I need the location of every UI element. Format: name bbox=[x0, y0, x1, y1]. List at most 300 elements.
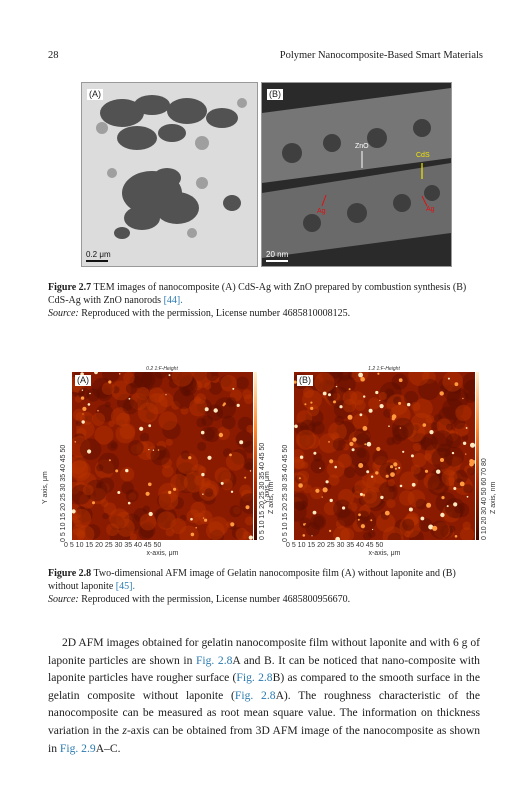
afm-bright-spot bbox=[328, 393, 331, 396]
afm-texture bbox=[140, 514, 157, 531]
afm-texture bbox=[207, 405, 223, 421]
afm-bright-spot bbox=[326, 480, 329, 483]
afm-bright-spot bbox=[460, 482, 465, 487]
afm-bright-spot bbox=[440, 458, 444, 462]
reference-link[interactable]: [45]. bbox=[115, 581, 135, 592]
afm-bright-spot bbox=[370, 519, 372, 521]
afm-texture bbox=[467, 468, 475, 476]
tem-b-scale-bar bbox=[266, 250, 288, 262]
afm-bright-spot bbox=[204, 519, 207, 522]
afm-bright-spot bbox=[125, 469, 128, 472]
afm-texture bbox=[78, 530, 86, 538]
afm-bright-spot bbox=[232, 388, 234, 390]
afm-bright-spot bbox=[360, 377, 365, 382]
afm-bright-spot bbox=[148, 483, 152, 487]
afm-texture bbox=[170, 474, 188, 492]
afm-bright-spot bbox=[237, 404, 240, 407]
afm-texture bbox=[416, 499, 427, 510]
afm-bright-spot bbox=[190, 518, 193, 521]
text-run: A–C. bbox=[95, 741, 121, 755]
afm-bright-spot bbox=[393, 462, 397, 466]
afm-bright-spot bbox=[467, 496, 469, 498]
afm-bright-spot bbox=[221, 482, 224, 485]
afm-texture bbox=[314, 372, 334, 392]
afm-texture bbox=[87, 388, 100, 401]
afm-texture bbox=[196, 418, 206, 428]
tem-a-label: (A) bbox=[89, 89, 101, 99]
scale-bar-line bbox=[86, 260, 108, 262]
text-run: -axis can be obtained from 3D AFM image of the nanocomposite as shown in bbox=[48, 723, 480, 755]
afm-texture bbox=[368, 397, 380, 409]
afm-bright-spot bbox=[81, 396, 84, 399]
afm-b-z-label: Z axis, nm bbox=[490, 481, 497, 514]
afm-bright-spot bbox=[231, 491, 233, 493]
afm-texture bbox=[106, 523, 119, 536]
scale-bar-line bbox=[266, 260, 288, 262]
afm-texture bbox=[102, 382, 115, 395]
afm-bright-spot bbox=[470, 443, 475, 448]
afm-bright-spot bbox=[375, 471, 378, 474]
afm-bright-spot bbox=[349, 442, 353, 446]
afm-bright-spot bbox=[328, 441, 330, 443]
tem-image-b bbox=[261, 82, 452, 267]
afm-texture bbox=[413, 443, 422, 452]
tem-a-scale-bar bbox=[86, 250, 111, 262]
afm-bright-spot bbox=[360, 493, 363, 496]
afm-bright-spot bbox=[398, 402, 401, 405]
afm-texture bbox=[220, 375, 237, 392]
afm-bright-spot bbox=[108, 380, 111, 383]
afm-texture bbox=[137, 387, 150, 400]
afm-bright-spot bbox=[361, 524, 365, 528]
figure-link[interactable]: Fig. 2.8 bbox=[195, 653, 233, 667]
afm-b-y-label: Y axis, μm bbox=[264, 471, 271, 504]
source-text: Reproduced with the permission, License number 4685810008125. bbox=[81, 308, 351, 319]
afm-texture bbox=[140, 433, 149, 442]
text-run: A and B. It can be noticed that nano-composite with laponite particles have rougher surface ( bbox=[48, 653, 480, 685]
afm-texture bbox=[205, 488, 214, 497]
afm-bright-spot bbox=[153, 450, 154, 451]
afm-bright-spot bbox=[323, 487, 328, 492]
afm-b-graphic bbox=[294, 372, 475, 540]
reference-link[interactable]: [44]. bbox=[163, 295, 183, 306]
afm-bright-spot bbox=[336, 386, 337, 387]
afm-bright-spot bbox=[239, 440, 243, 444]
tem-b-label: (B) bbox=[269, 89, 281, 99]
afm-bright-spot bbox=[222, 404, 224, 406]
afm-texture bbox=[206, 521, 225, 540]
afm-bright-spot bbox=[352, 437, 356, 441]
afm-bright-spot bbox=[146, 492, 150, 496]
figure-link[interactable]: Fig. 2.8 bbox=[234, 688, 276, 702]
afm-bright-spot bbox=[203, 517, 204, 518]
tem-image-a bbox=[81, 82, 258, 267]
tem-b-ag-label-left: Ag bbox=[317, 208, 326, 215]
afm-bright-spot bbox=[375, 391, 378, 394]
afm-bright-spot bbox=[315, 489, 319, 493]
afm-a-y-ticks: 0 5 10 15 20 25 30 35 40 45 50 bbox=[60, 444, 67, 542]
afm-texture bbox=[392, 418, 414, 440]
afm-bright-spot bbox=[390, 472, 395, 477]
text-run: A). The roughness characteristic of the nanocomposite can be measured as root mean square value. The information on thickness variation in the bbox=[48, 688, 480, 737]
afm-texture bbox=[302, 390, 322, 410]
afm-bright-spot bbox=[377, 373, 379, 375]
afm-bright-spot bbox=[352, 448, 355, 451]
afm-texture bbox=[297, 471, 309, 483]
afm-bright-spot bbox=[82, 390, 83, 391]
afm-b-heightmap bbox=[294, 372, 475, 540]
afm-bright-spot bbox=[188, 456, 191, 459]
afm-bright-spot bbox=[82, 407, 86, 411]
afm-bright-spot bbox=[367, 442, 372, 447]
afm-texture bbox=[159, 491, 179, 511]
afm-bright-spot bbox=[429, 430, 433, 434]
afm-bright-spot bbox=[75, 441, 77, 443]
afm-bright-spot bbox=[219, 433, 223, 437]
afm-bright-spot bbox=[82, 413, 83, 414]
afm-b-z-ticks: 0 10 20 30 40 50 60 70 80 bbox=[481, 458, 488, 540]
afm-bright-spot bbox=[310, 402, 312, 404]
afm-texture bbox=[226, 397, 236, 407]
afm-bright-spot bbox=[436, 470, 440, 474]
afm-bright-spot bbox=[313, 452, 316, 455]
afm-texture bbox=[162, 465, 174, 477]
afm-panel-a bbox=[42, 364, 278, 557]
body-text bbox=[48, 634, 480, 757]
afm-bright-spot bbox=[158, 449, 160, 451]
afm-bright-spot bbox=[169, 374, 171, 376]
afm-texture bbox=[444, 447, 464, 467]
afm-texture bbox=[337, 508, 355, 526]
afm-bright-spot bbox=[409, 508, 413, 512]
afm-bright-spot bbox=[363, 426, 368, 431]
tem-b-zno-label: ZnO bbox=[355, 143, 369, 150]
afm-bright-spot bbox=[348, 415, 353, 420]
afm-bright-spot bbox=[363, 494, 366, 497]
afm-bright-spot bbox=[303, 534, 306, 537]
figure-number: Figure 2.8 bbox=[48, 568, 92, 579]
afm-b-plot-title: 1.2 1:F-Height bbox=[368, 366, 400, 372]
afm-bright-spot bbox=[466, 427, 468, 429]
afm-texture bbox=[187, 509, 201, 523]
afm-texture bbox=[357, 510, 370, 523]
afm-bright-spot bbox=[426, 503, 431, 508]
afm-bright-spot bbox=[386, 475, 389, 478]
afm-bright-spot bbox=[319, 467, 321, 469]
afm-texture bbox=[123, 372, 135, 384]
afm-bright-spot bbox=[310, 407, 313, 410]
afm-texture bbox=[102, 513, 108, 519]
afm-bright-spot bbox=[363, 395, 365, 397]
afm-bright-spot bbox=[205, 407, 209, 411]
afm-a-heightmap bbox=[72, 372, 253, 540]
afm-texture bbox=[411, 465, 421, 475]
afm-texture bbox=[445, 498, 465, 518]
afm-bright-spot bbox=[440, 513, 444, 517]
afm-texture bbox=[399, 490, 415, 506]
afm-bright-spot bbox=[421, 517, 425, 521]
afm-bright-spot bbox=[97, 410, 99, 412]
afm-bright-spot bbox=[441, 496, 444, 499]
afm-a-y-label: Y axis, μm bbox=[42, 471, 49, 504]
afm-b-x-label: x-axis, μm bbox=[368, 550, 401, 557]
afm-bright-spot bbox=[129, 398, 131, 400]
afm-texture bbox=[194, 396, 202, 404]
afm-texture bbox=[296, 430, 316, 450]
afm-bright-spot bbox=[358, 373, 363, 378]
afm-texture bbox=[446, 424, 453, 431]
afm-bright-spot bbox=[201, 473, 204, 476]
afm-bright-spot bbox=[330, 499, 333, 502]
afm-bright-spot bbox=[379, 400, 380, 401]
afm-bright-spot bbox=[366, 470, 369, 473]
afm-a-plot-title: 0.2 1:F-Height bbox=[146, 366, 178, 372]
afm-texture bbox=[149, 387, 164, 402]
afm-bright-spot bbox=[115, 469, 118, 472]
afm-texture bbox=[426, 415, 434, 423]
afm-texture bbox=[138, 403, 158, 423]
afm-texture bbox=[166, 439, 173, 446]
afm-bright-spot bbox=[244, 477, 246, 479]
tem-b-graphic bbox=[262, 83, 451, 266]
afm-texture bbox=[312, 421, 325, 434]
caption-main bbox=[48, 567, 478, 593]
afm-texture bbox=[197, 442, 206, 451]
afm-texture bbox=[463, 484, 472, 493]
afm-texture bbox=[335, 416, 344, 425]
afm-texture bbox=[157, 511, 176, 530]
afm-bright-spot bbox=[333, 400, 336, 403]
afm-texture bbox=[388, 479, 395, 486]
afm-texture bbox=[83, 485, 94, 496]
afm-bright-spot bbox=[334, 466, 337, 469]
afm-a-z-label: Z axis, nm bbox=[268, 481, 275, 514]
afm-texture bbox=[105, 402, 111, 408]
afm-bright-spot bbox=[376, 447, 380, 451]
afm-bright-spot bbox=[128, 502, 131, 505]
afm-texture bbox=[386, 437, 394, 445]
afm-texture bbox=[158, 411, 177, 430]
afm-bright-spot bbox=[249, 536, 253, 540]
afm-texture bbox=[236, 528, 249, 540]
figure-2-7-caption bbox=[48, 281, 478, 320]
afm-bright-spot bbox=[202, 494, 203, 495]
afm-texture bbox=[344, 467, 355, 478]
afm-a-x-label: x-axis, μm bbox=[146, 550, 179, 557]
afm-bright-spot bbox=[304, 403, 306, 405]
afm-bright-spot bbox=[250, 470, 251, 471]
afm-texture bbox=[204, 427, 219, 442]
afm-texture bbox=[151, 446, 170, 465]
afm-bright-spot bbox=[465, 453, 466, 454]
afm-bright-spot bbox=[400, 485, 403, 488]
afm-bright-spot bbox=[380, 496, 383, 499]
afm-texture bbox=[123, 399, 138, 414]
afm-bright-spot bbox=[109, 459, 111, 461]
afm-bright-spot bbox=[423, 423, 427, 427]
afm-bright-spot bbox=[299, 477, 301, 479]
afm-bright-spot bbox=[300, 456, 303, 459]
afm-texture bbox=[245, 462, 252, 469]
afm-bright-spot bbox=[313, 511, 317, 515]
running-header: Polymer Nanocomposite-Based Smart Materials bbox=[279, 50, 483, 61]
afm-bright-spot bbox=[149, 512, 153, 516]
afm-bright-spot bbox=[168, 491, 171, 494]
afm-b-label: (B) bbox=[299, 375, 311, 385]
afm-texture bbox=[120, 424, 136, 440]
afm-b-y-ticks: 0 5 10 15 20 25 30 35 40 45 50 bbox=[282, 444, 289, 542]
afm-bright-spot bbox=[447, 505, 449, 507]
afm-bright-spot bbox=[119, 373, 121, 375]
afm-texture bbox=[462, 522, 471, 531]
afm-bright-spot bbox=[201, 431, 205, 435]
afm-texture bbox=[328, 474, 339, 485]
afm-bright-spot bbox=[87, 449, 91, 453]
afm-bright-spot bbox=[469, 459, 473, 463]
afm-bright-spot bbox=[117, 491, 120, 494]
afm-bright-spot bbox=[455, 382, 459, 386]
text-run: 2D AFM images obtained for gelatin nanocomposite film without laponite and with 6 g of laponite particles are shown in bbox=[48, 636, 480, 667]
figure-number: Figure 2.7 bbox=[48, 282, 92, 293]
afm-texture bbox=[310, 487, 323, 500]
tem-b-scale-text: 20 nm bbox=[266, 250, 289, 259]
afm-bright-spot bbox=[407, 403, 410, 406]
afm-texture bbox=[295, 501, 305, 511]
afm-texture bbox=[455, 405, 471, 421]
afm-bright-spot bbox=[398, 467, 400, 469]
afm-texture bbox=[126, 383, 137, 394]
caption-text: Two-dimensional AFM image of Gelatin nanocomposite film (A) without laponite and (B) without laponite bbox=[48, 568, 456, 592]
afm-texture bbox=[209, 382, 222, 395]
afm-bright-spot bbox=[88, 403, 91, 406]
figure-link[interactable]: Fig. 2.8 bbox=[236, 671, 273, 685]
afm-texture bbox=[402, 519, 414, 531]
afm-texture bbox=[80, 439, 101, 460]
afm-bright-spot bbox=[399, 378, 403, 382]
caption-text: TEM images of nanocomposite (A) CdS-Ag with ZnO prepared by combustion synthesis (B) CdS-Ag with ZnO nanorods bbox=[48, 282, 467, 306]
afm-bright-spot bbox=[294, 425, 298, 429]
afm-b-x-ticks: 0 5 10 15 20 25 30 35 40 45 50 bbox=[286, 542, 384, 549]
figure-link[interactable]: Fig. 2.9 bbox=[59, 741, 96, 755]
afm-bright-spot bbox=[311, 535, 312, 536]
afm-bright-spot bbox=[329, 530, 331, 532]
afm-texture bbox=[343, 390, 358, 405]
afm-texture bbox=[230, 505, 242, 517]
afm-bright-spot bbox=[165, 394, 166, 395]
afm-bright-spot bbox=[329, 459, 333, 463]
afm-bright-spot bbox=[411, 454, 414, 457]
caption-source bbox=[48, 593, 478, 606]
afm-bright-spot bbox=[89, 393, 91, 395]
caption-main bbox=[48, 281, 478, 307]
afm-texture bbox=[442, 372, 463, 392]
afm-bright-spot bbox=[385, 511, 390, 516]
afm-bright-spot bbox=[392, 417, 395, 420]
afm-bright-spot bbox=[92, 501, 95, 504]
afm-texture bbox=[411, 402, 420, 411]
afm-texture bbox=[446, 433, 461, 448]
afm-bright-spot bbox=[432, 526, 437, 531]
afm-bright-spot bbox=[453, 502, 457, 506]
afm-bright-spot bbox=[339, 405, 342, 408]
afm-a-z-ticks: 0 5 10 15 20 25 30 35 40 45 50 bbox=[259, 442, 266, 540]
afm-bright-spot bbox=[214, 408, 218, 412]
afm-texture bbox=[333, 438, 346, 451]
source-label: Source: bbox=[48, 308, 79, 319]
afm-bright-spot bbox=[358, 519, 360, 521]
afm-a-label: (A) bbox=[77, 375, 89, 385]
afm-texture bbox=[389, 486, 396, 493]
afm-texture bbox=[373, 450, 388, 465]
source-text: Reproduced with the permission, License number 4685800956670. bbox=[81, 594, 351, 605]
afm-texture bbox=[226, 452, 245, 471]
afm-bright-spot bbox=[191, 533, 195, 537]
afm-bright-spot bbox=[298, 483, 303, 488]
afm-bright-spot bbox=[364, 443, 366, 445]
caption-source bbox=[48, 307, 478, 320]
afm-bright-spot bbox=[342, 506, 345, 509]
afm-b-color-scale bbox=[476, 372, 479, 540]
afm-bright-spot bbox=[369, 409, 373, 413]
afm-bright-spot bbox=[82, 420, 85, 423]
afm-bright-spot bbox=[246, 505, 250, 509]
afm-texture bbox=[386, 499, 395, 508]
afm-texture bbox=[353, 491, 361, 499]
afm-bright-spot bbox=[173, 488, 176, 491]
afm-bright-spot bbox=[139, 427, 143, 431]
afm-bright-spot bbox=[390, 465, 393, 468]
afm-bright-spot bbox=[463, 442, 466, 445]
afm-bright-spot bbox=[440, 391, 444, 395]
afm-panel-b bbox=[264, 364, 500, 557]
figure-2-8-caption bbox=[48, 567, 478, 606]
afm-bright-spot bbox=[453, 487, 456, 490]
afm-bright-spot bbox=[425, 470, 428, 473]
page-number: 28 bbox=[48, 50, 59, 61]
afm-bright-spot bbox=[412, 483, 416, 487]
tem-a-scale-text: 0.2 μm bbox=[86, 250, 111, 259]
afm-a-color-scale bbox=[254, 372, 257, 540]
afm-bright-spot bbox=[305, 523, 306, 524]
tem-b-ag-label-right: Ag bbox=[426, 206, 435, 213]
afm-bright-spot bbox=[380, 404, 384, 408]
afm-bright-spot bbox=[371, 476, 373, 478]
afm-bright-spot bbox=[148, 449, 149, 450]
afm-bright-spot bbox=[148, 424, 151, 427]
afm-bright-spot bbox=[195, 527, 197, 529]
tem-a-graphic bbox=[82, 83, 257, 266]
afm-texture bbox=[236, 377, 249, 390]
body-paragraph bbox=[48, 634, 480, 757]
afm-texture bbox=[92, 413, 105, 426]
afm-bright-spot bbox=[395, 468, 397, 470]
afm-a-x-ticks: 0 5 10 15 20 25 30 35 40 45 50 bbox=[64, 542, 162, 549]
tem-b-cds-label: CdS bbox=[416, 152, 430, 159]
afm-bright-spot bbox=[360, 413, 363, 416]
afm-bright-spot bbox=[349, 388, 351, 390]
afm-bright-spot bbox=[207, 456, 211, 460]
afm-bright-spot bbox=[400, 427, 402, 429]
afm-texture bbox=[313, 516, 325, 528]
afm-bright-spot bbox=[358, 513, 361, 516]
afm-texture bbox=[379, 392, 387, 400]
afm-texture bbox=[222, 416, 236, 430]
afm-bright-spot bbox=[230, 522, 234, 526]
afm-a-graphic bbox=[72, 372, 253, 540]
afm-bright-spot bbox=[322, 496, 323, 497]
afm-bright-spot bbox=[388, 425, 390, 427]
text-run: B) as compared to the smooth surface in the gelatin composite without laponite ( bbox=[48, 671, 480, 702]
